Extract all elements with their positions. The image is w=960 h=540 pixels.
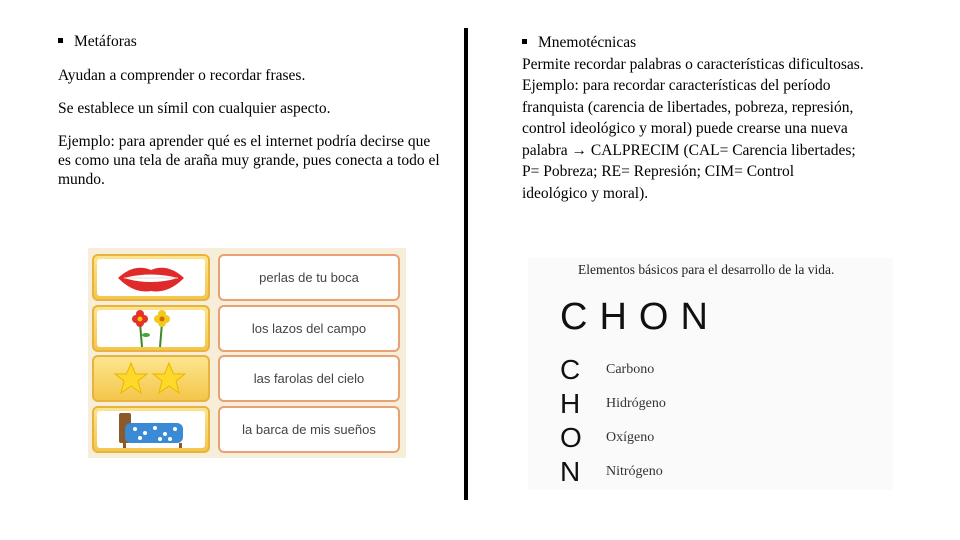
- square-bullet-icon: [58, 38, 63, 43]
- chon-letter: N: [560, 456, 581, 487]
- metaphor-row: [92, 305, 400, 352]
- stars-icon: [111, 361, 191, 397]
- chon-element-row: [560, 388, 666, 420]
- mnemotecnicas-line-4: control ideológico y moral) puede crearse una nueva: [522, 120, 848, 137]
- square-bullet-icon: [522, 39, 527, 44]
- mnemotecnicas-line-7: ideológico y moral).: [522, 184, 649, 202]
- metaforas-section: [58, 31, 443, 189]
- metaforas-paragraph-1: Ayudan a comprender o recordar frases.: [58, 66, 306, 84]
- metaphor-label: los lazos del campo: [218, 305, 400, 352]
- metaphor-label: las farolas del cielo: [218, 355, 400, 402]
- chon-element-name: Oxígeno: [606, 430, 655, 445]
- metaforas-heading-text: Metáforas: [74, 33, 137, 50]
- metaphor-illustration: [88, 248, 406, 458]
- chon-letter: O: [560, 422, 582, 453]
- mnemotecnicas-line-1: Permite recordar palabras o características dificultosas.: [522, 55, 864, 73]
- mnemotecnicas-line-6: P= Pobreza; RE= Represión; CIM= Control: [522, 163, 795, 180]
- chon-element-row: [560, 456, 663, 488]
- mnemotecnicas-heading-text: Mnemotécnicas: [538, 34, 637, 51]
- flowers-icon: [116, 309, 186, 347]
- chon-title: Elementos básicos para el desarrollo de la vida.: [578, 262, 835, 277]
- mnemotecnicas-line-3: franquista (carencia de libertades, pobreza, represión,: [522, 98, 854, 116]
- chon-letter: H: [560, 388, 581, 419]
- chon-acronym: CHON: [560, 296, 720, 338]
- metaphor-picture-frame: [92, 305, 210, 352]
- metaforas-paragraph-3: Ejemplo: para aprender qué es el internet podría decirse que es como una tela de araña muy grande, pues conecta a todo el mundo.: [58, 132, 440, 188]
- metaphor-picture-frame: [92, 355, 210, 402]
- chon-element-row: [560, 354, 654, 386]
- chon-element-row: [560, 422, 654, 454]
- metaforas-heading: [58, 31, 443, 53]
- mnemotecnicas-line-2: Ejemplo: para recordar características del período: [522, 77, 831, 94]
- mnemotecnicas-section: [522, 32, 932, 204]
- metaphor-row: [92, 406, 400, 453]
- metaphor-label: la barca de mis sueños: [218, 406, 400, 453]
- metaphor-row: [92, 355, 400, 402]
- metaforas-paragraph-2: Se establece un símil con cualquier aspecto.: [58, 100, 331, 117]
- mnemotecnicas-heading: [522, 32, 932, 54]
- chon-element-name: Nitrógeno: [606, 464, 663, 479]
- metaphor-row: [92, 254, 400, 301]
- chon-element-name: Carbono: [606, 362, 655, 377]
- chon-letter: C: [560, 354, 581, 385]
- chon-illustration: [528, 258, 893, 490]
- chon-element-name: Hidrógeno: [606, 396, 666, 411]
- lips-icon: [116, 261, 186, 295]
- metaphor-picture-frame: [92, 406, 210, 453]
- metaphor-picture-frame: [92, 254, 210, 301]
- column-divider: [464, 28, 468, 500]
- mnemotecnicas-line-5: palabra → CALPRECIM (CAL= Carencia libertades;: [522, 141, 856, 159]
- bed-icon: [111, 409, 191, 449]
- metaphor-label: perlas de tu boca: [218, 254, 400, 301]
